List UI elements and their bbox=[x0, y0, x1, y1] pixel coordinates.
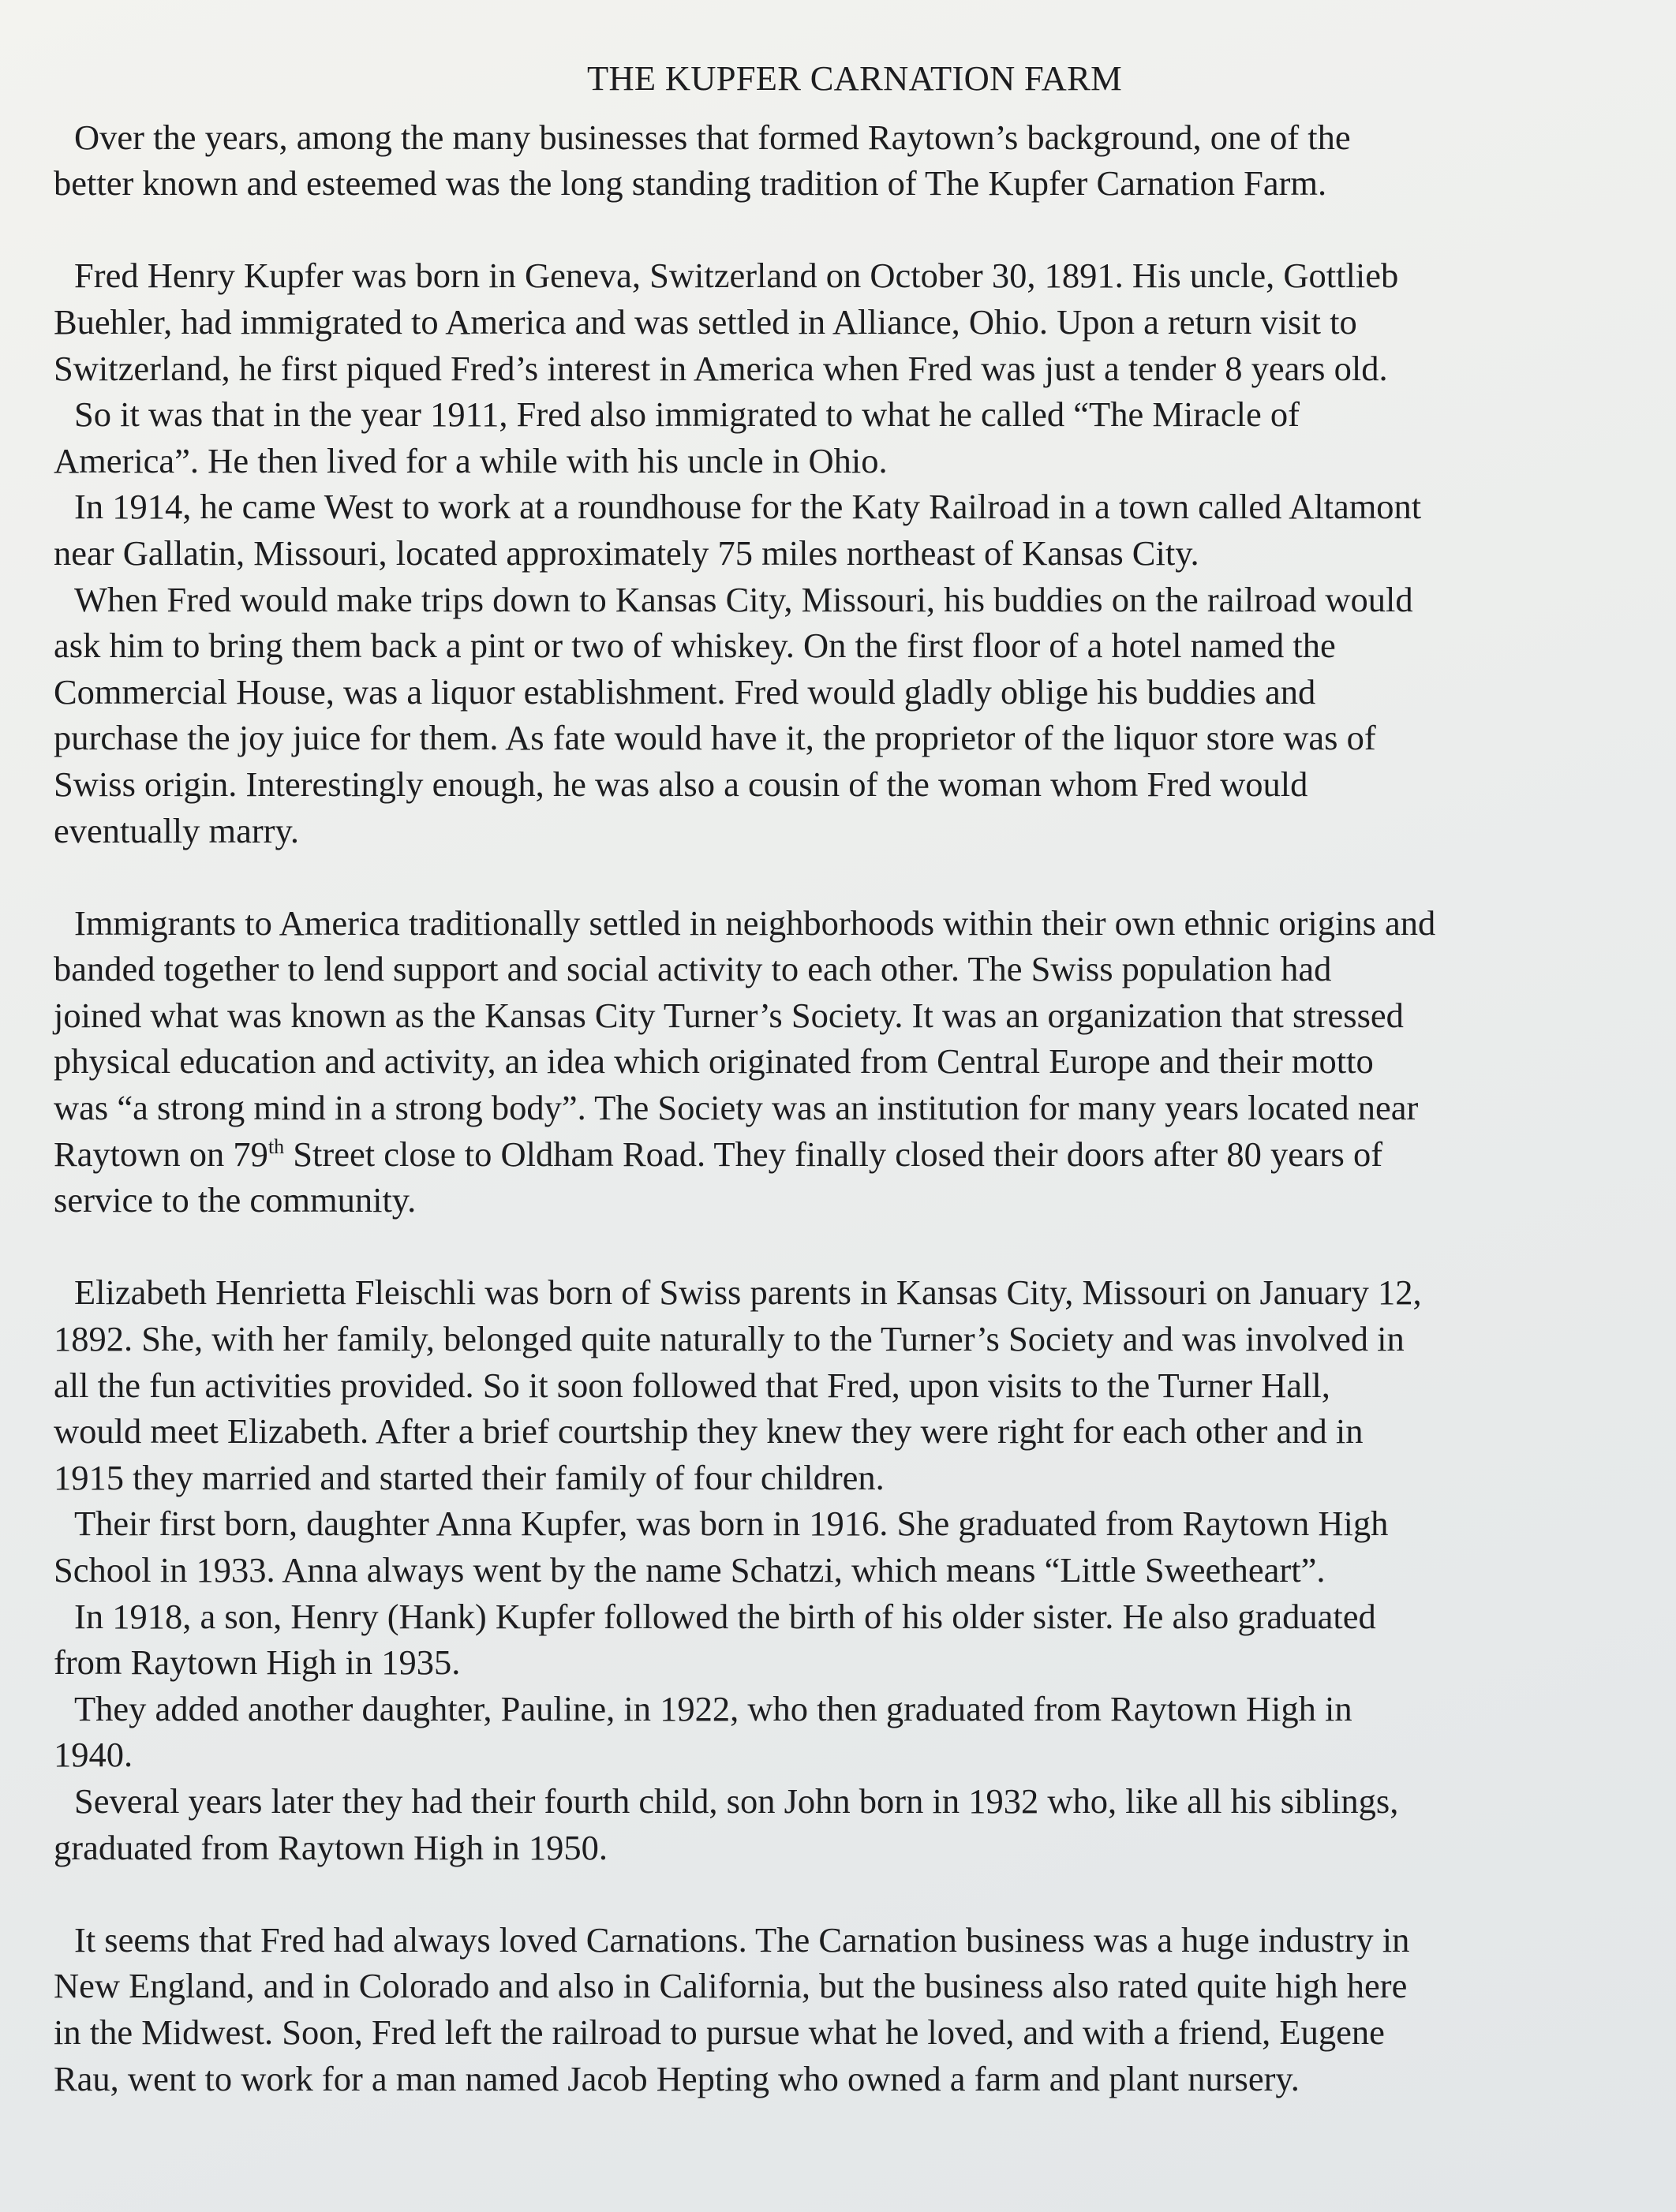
document-page bbox=[54, 55, 1632, 2102]
text-line bbox=[54, 946, 1632, 992]
text-line bbox=[54, 808, 1632, 854]
text-line-content: in the Midwest. Soon, Fred left the railroad to pursue what he loved, and with a friend, Eugene bbox=[54, 2012, 1385, 2052]
text-line bbox=[54, 530, 1632, 577]
text-line bbox=[54, 299, 1632, 346]
paragraph-break bbox=[54, 207, 1632, 253]
paragraph-break bbox=[54, 1224, 1632, 1270]
text-line-content: service to the community. bbox=[54, 1180, 417, 1220]
text-line bbox=[54, 2056, 1632, 2102]
text-line-continuation: Street close to Oldham Road. They finally closed their doors after 80 years of bbox=[284, 1134, 1383, 1174]
text-line bbox=[54, 1594, 1632, 1640]
text-line-content: In 1918, a son, Henry (Hank) Kupfer followed the birth of his older sister. He also graduated bbox=[74, 1596, 1376, 1636]
text-line-content: Fred Henry Kupfer was born in Geneva, Switzerland on October 30, 1891. His uncle, Gottlieb bbox=[74, 256, 1399, 296]
text-line bbox=[54, 1825, 1632, 1871]
text-line bbox=[54, 346, 1632, 392]
text-line bbox=[54, 1177, 1632, 1224]
text-line bbox=[54, 1269, 1632, 1316]
text-line-content: was “a strong mind in a strong body”. The Society was an institution for many years located near bbox=[54, 1088, 1419, 1128]
text-line bbox=[54, 1455, 1632, 1501]
text-line bbox=[54, 438, 1632, 484]
paragraph-break bbox=[54, 1870, 1632, 1917]
text-line-content: would meet Elizabeth. After a brief courtship they knew they were right for each other and in bbox=[54, 1411, 1364, 1452]
text-line-content: near Gallatin, Missouri, located approximately 75 miles northeast of Kansas City. bbox=[54, 532, 1199, 573]
text-line-content: School in 1933. Anna always went by the name Schatzi, which means “Little Sweetheart”. bbox=[54, 1550, 1326, 1590]
text-line-content: physical education and activity, an idea which originated from Central Europe and their motto bbox=[54, 1041, 1374, 1082]
text-line-content: America”. He then lived for a while with his uncle in Ohio. bbox=[54, 440, 888, 480]
document-body bbox=[54, 114, 1632, 2102]
text-line-content: So it was that in the year 1911, Fred also immigrated to what he called “The Miracle of bbox=[74, 394, 1300, 435]
text-line bbox=[54, 1085, 1632, 1131]
text-line-content: Swiss origin. Interestingly enough, he was also a cousin of the woman whom Fred would bbox=[54, 764, 1308, 804]
text-line-content: 1915 they married and started their family of four children. bbox=[54, 1457, 885, 1497]
text-line bbox=[54, 160, 1632, 207]
text-line-content: purchase the joy juice for them. As fate would have it, the proprietor of the liquor store was of bbox=[54, 718, 1376, 758]
text-line-content: Switzerland, he first piqued Fred’s interest in America when Fred was just a tender 8 years old. bbox=[54, 348, 1388, 388]
text-line-content: Their first born, daughter Anna Kupfer, was born in 1916. She graduated from Raytown High bbox=[74, 1504, 1389, 1544]
text-line-content: Elizabeth Henrietta Fleischli was born of Swiss parents in Kansas City, Missouri on January 12, bbox=[74, 1272, 1422, 1313]
text-line bbox=[54, 1778, 1632, 1825]
text-line bbox=[54, 900, 1632, 947]
text-line bbox=[54, 1686, 1632, 1732]
text-line bbox=[54, 252, 1632, 299]
paragraph-break bbox=[54, 854, 1632, 900]
text-line-content: Over the years, among the many businesses that formed Raytown’s background, one of the bbox=[74, 117, 1351, 157]
ordinal-superscript: th bbox=[267, 1134, 285, 1158]
text-line-content: In 1914, he came West to work at a roundhouse for the Katy Railroad in a town called Altamont bbox=[74, 487, 1422, 527]
text-line bbox=[54, 1408, 1632, 1455]
text-line bbox=[54, 761, 1632, 808]
text-line-content: Commercial House, was a liquor establishment. Fred would gladly oblige his buddies and bbox=[54, 671, 1316, 712]
text-line bbox=[54, 715, 1632, 761]
text-line bbox=[54, 1917, 1632, 1964]
text-line bbox=[54, 2009, 1632, 2056]
text-line bbox=[54, 1732, 1632, 1778]
text-line bbox=[54, 1131, 1632, 1178]
text-line bbox=[54, 622, 1632, 669]
text-line-content: ask him to bring them back a pint or two of whiskey. On the first floor of a hotel named the bbox=[54, 626, 1336, 666]
text-line bbox=[54, 1963, 1632, 2009]
text-line-content: Rau, went to work for a man named Jacob Hepting who owned a farm and plant nursery. bbox=[54, 2058, 1300, 2098]
text-line-content: 1892. She, with her family, belonged quite naturally to the Turner’s Society and was involved in bbox=[54, 1319, 1405, 1359]
text-line-content: eventually marry. bbox=[54, 810, 299, 850]
text-line-content: They added another daughter, Pauline, in 1922, who then graduated from Raytown High in bbox=[74, 1688, 1352, 1728]
text-line bbox=[54, 992, 1632, 1039]
text-line bbox=[54, 484, 1632, 530]
text-line bbox=[54, 1316, 1632, 1362]
text-line bbox=[54, 1038, 1632, 1085]
text-line-content: New England, and in Colorado and also in California, but the business also rated quite high here bbox=[54, 1966, 1408, 2006]
text-line-content: all the fun activities provided. So it soon followed that Fred, upon visits to the Turner Hall, bbox=[54, 1365, 1330, 1405]
text-line-content: banded together to lend support and social activity to each other. The Swiss population had bbox=[54, 949, 1332, 989]
text-line bbox=[54, 669, 1632, 716]
document-title: THE KUPFER CARNATION FARM bbox=[587, 58, 1122, 98]
text-line-content: better known and esteemed was the long standing tradition of The Kupfer Carnation Farm. bbox=[54, 163, 1327, 204]
text-line bbox=[54, 114, 1632, 161]
text-line bbox=[54, 1639, 1632, 1686]
text-line bbox=[54, 1500, 1632, 1547]
text-line-content: It seems that Fred had always loved Carnations. The Carnation business was a huge industry in bbox=[74, 1919, 1410, 1960]
text-line-content: Immigrants to America traditionally settled in neighborhoods within their own ethnic origins and bbox=[74, 902, 1436, 943]
text-line-content: from Raytown High in 1935. bbox=[54, 1642, 461, 1683]
text-line-content: Several years later they had their fourth child, son John born in 1932 who, like all his siblings, bbox=[74, 1780, 1399, 1821]
text-line bbox=[54, 1547, 1632, 1594]
text-line bbox=[54, 1362, 1632, 1409]
text-line-content: graduated from Raytown High in 1950. bbox=[54, 1827, 608, 1867]
text-line-content: Buehler, had immigrated to America and was settled in Alliance, Ohio. Upon a return visit to bbox=[54, 301, 1357, 342]
text-line-content: 1940. bbox=[54, 1735, 133, 1775]
text-line-content: When Fred would make trips down to Kansas City, Missouri, his buddies on the railroad would bbox=[74, 579, 1413, 619]
text-line-content: joined what was known as the Kansas City Turner’s Society. It was an organization that stressed bbox=[54, 995, 1404, 1035]
text-line bbox=[54, 391, 1632, 438]
text-line-content: Raytown on 79 bbox=[54, 1134, 268, 1174]
text-line bbox=[54, 577, 1632, 623]
